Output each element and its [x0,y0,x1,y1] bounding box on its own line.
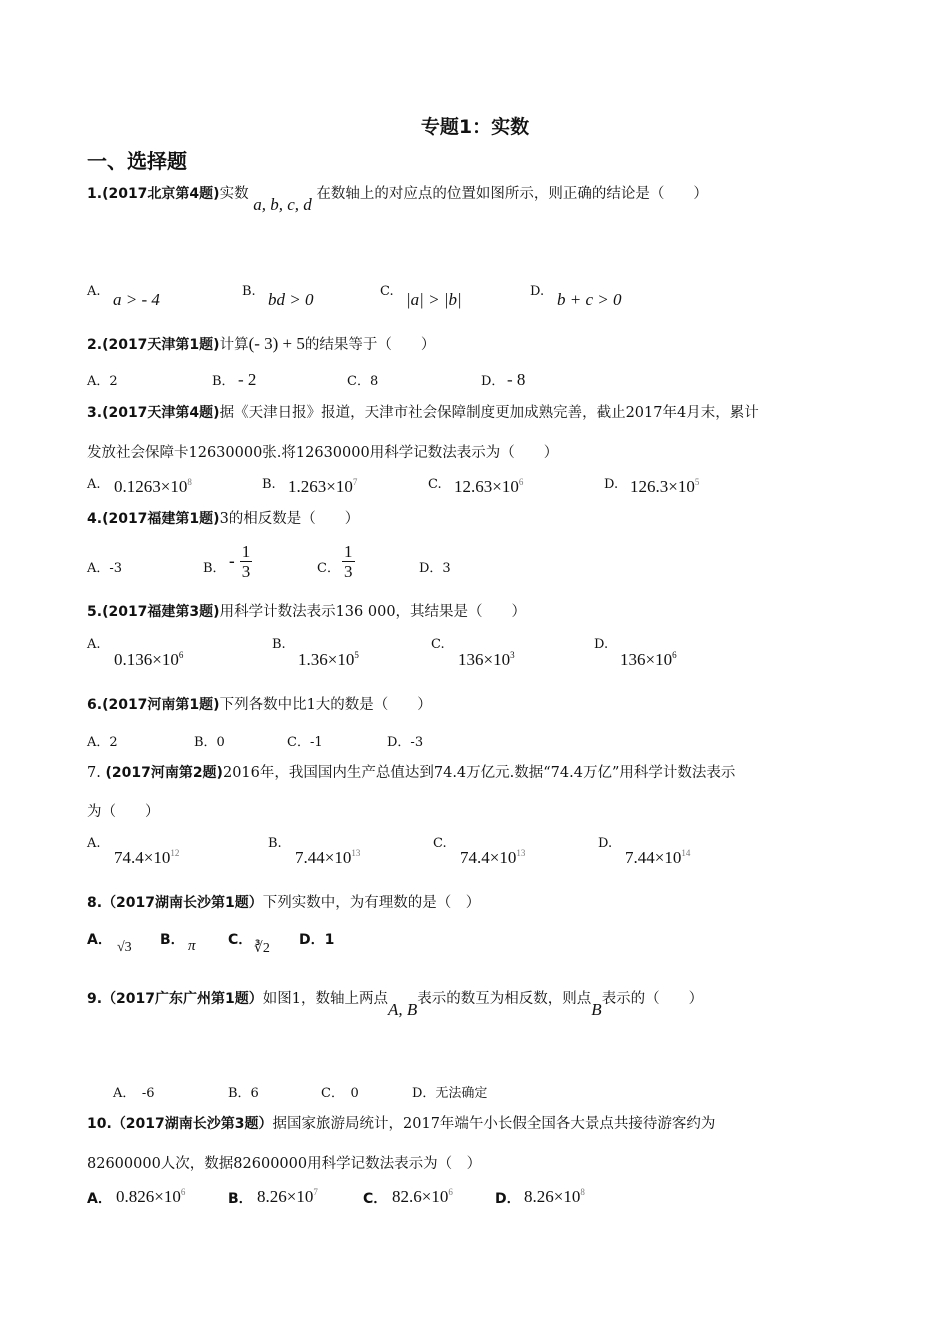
q6-option-c: C．-1 [287,735,323,750]
q7-source: (2017河南第2题) [105,765,223,781]
q9-source: （2017广东广州第1题） [102,991,263,1007]
q8-option-a-label: A． [87,932,112,948]
q7-option-a: $74.4\times 10^{12}$ [114,848,180,867]
q9-var-b: B [591,1000,602,1019]
question-2 [87,334,435,355]
q1-option-d: b + c > 0 [557,290,622,309]
q7-option-b: $7.44\times 10^{13}$ [295,848,361,867]
q10-line-2: 82600000人次，数据82600000用科学记数法表示为（ ） [87,1156,482,1172]
q2-text-a: 计算 [219,337,249,353]
q4-option-d: D．3 [419,561,451,576]
q9-option-b: B．6 [228,1086,259,1101]
q3-option-b-label: B. [262,477,276,492]
q7-number: 7. [87,765,101,781]
q10-option-d: $8.26\times 10^8$ [524,1187,585,1206]
q3-option-a: $0.1263\times 10^8$ [114,477,192,496]
q8-option-c: ∛2 [254,941,270,956]
q5-option-a-label: A. [87,637,101,652]
q6-option-b: B．0 [194,735,225,750]
q2-option-d: - 8 [507,370,526,389]
q1-vars: a, b, c, d [253,195,312,214]
q9-option-a: A． -6 [113,1086,155,1101]
q10-source: （2017湖南长沙第3题） [111,1116,273,1132]
q2-option-b-label: B． [212,374,235,389]
q5-option-c: $136\times 10^3$ [458,650,515,669]
q6-source: (2017河南第1题) [102,697,220,713]
q3-option-b: $1.263\times 10^7$ [288,477,358,496]
q5-option-d: $136\times 10^6$ [620,650,677,669]
q4-option-a: A．-3 [87,561,123,576]
section-heading: 一、选择题 [87,149,187,173]
q4-text: 3的相反数是（ ） [219,511,360,527]
q4-source: (2017福建第1题) [102,511,220,527]
q10-number: 10. [87,1116,112,1132]
q2-text-b: 的结果等于（ ） [304,337,436,353]
q3-option-a-label: A. [87,477,101,492]
q9-option-d: D．无法确定 [412,1086,488,1101]
q7-option-a-label: A. [87,836,101,851]
q4-option-c: $\frac{1}{3}$ [344,542,353,581]
q7-line-1: 2016年，我国国内生产总值达到74.4万亿元.数据“74.4万亿”用科学计数法表示 [222,765,736,781]
q5-option-d-label: D. [594,637,609,652]
q10-option-c: $82.6\times 10^6$ [392,1187,453,1206]
q3-option-c-label: C. [428,477,442,492]
q2-option-c: C．8 [347,374,379,389]
q4-option-c-label: C． [317,561,340,576]
q1-option-a-label: A. [87,284,101,299]
q8-option-b: π [188,938,196,954]
q9-text-b: 表示的数互为相反数，则点 [417,991,592,1007]
q5-option-b: $1.36\times 10^5$ [298,650,359,669]
q1-text-a: 实数 [219,186,249,202]
q5-option-c-label: C. [431,637,445,652]
q5-option-b-label: B. [272,637,286,652]
q6-option-a: A．2 [87,735,118,750]
q9-option-c: C． 0 [321,1086,359,1101]
q5-source: (2017福建第3题) [102,604,220,620]
question-4 [87,509,359,529]
q7-option-b-label: B. [268,836,282,851]
page-title: 专题1：实数 [420,116,530,138]
q8-option-a: √3 [117,940,132,955]
q1-option-a: a > - 4 [113,290,160,309]
q8-text: 下列实数中，为有理数的是（ ） [262,895,481,911]
q1-number: 1. [87,186,103,202]
q10-option-a: $0.826\times 10^6$ [116,1187,186,1206]
q7-line-2: 为（ ） [87,804,160,820]
q7-option-d: $7.44\times 10^{14}$ [625,848,691,867]
q7-option-d-label: D. [598,836,613,851]
q1-option-c-label: C. [380,284,394,299]
q3-option-d-label: D. [604,477,619,492]
question-5 [87,602,526,622]
q2-option-d-label: D． [481,374,505,389]
q10-option-d-label: D． [495,1191,521,1207]
q5-option-a: $0.136\times 10^6$ [114,650,184,669]
q8-source: （2017湖南长沙第1题） [102,895,263,911]
q2-option-a: A．2 [87,374,118,389]
q3-line-2: 发放社会保障卡12630000张.将12630000用科学记数法表示为（ ） [87,445,559,461]
q4-option-b-label: B． [203,561,226,576]
question-10 [87,1114,715,1134]
question-1 [87,183,708,214]
q4-option-b: - $\frac{1}{3}$ [229,542,251,581]
q10-option-b-label: B． [228,1191,253,1207]
q8-option-c-label: C． [228,932,253,948]
q9-vars: A, B [388,1000,418,1019]
q6-option-d: D．-3 [387,735,424,750]
q3-line-1: 据《天津日报》报道，天津市社会保障制度更加成熟完善，截止2017年4月末，累计 [219,405,759,421]
q6-number: 6. [87,697,103,713]
q8-option-b-label: B． [160,932,185,948]
q2-source: (2017天津第1题) [102,337,220,353]
question-9 [87,988,704,1019]
q1-option-d-label: D. [530,284,545,299]
q9-text-a: 如图1，数轴上两点 [262,991,389,1007]
q9-text-c: 表示的（ ） [601,991,704,1007]
q1-source: (2017北京第4题) [102,186,220,202]
q8-option-d: D．1 [299,932,335,948]
q10-option-a-label: A． [87,1191,112,1207]
q3-source: (2017天津第4题) [102,405,220,421]
q3-option-c: $12.63\times 10^6$ [454,477,524,496]
q5-number: 5. [87,604,103,620]
q6-text: 下列各数中比1大的数是（ ） [219,697,432,713]
q7-option-c: $74.4\times 10^{13}$ [460,848,526,867]
question-7 [87,763,735,783]
question-8 [87,893,480,913]
question-3 [87,403,759,423]
question-6 [87,695,432,715]
q10-option-c-label: C． [363,1191,388,1207]
q2-option-b: - 2 [238,370,257,389]
q10-line-1: 据国家旅游局统计，2017年端午小长假全国各大景点共接待游客约为 [272,1116,716,1132]
q7-option-c-label: C. [433,836,447,851]
q4-number: 4. [87,511,103,527]
q3-number: 3. [87,405,103,421]
q9-number: 9. [87,991,103,1007]
q8-number: 8. [87,895,103,911]
q3-option-d: $126.3\times 10^5$ [630,477,700,496]
q1-text-b: 在数轴上的对应点的位置如图所示，则正确的结论是（ ） [316,186,708,202]
q5-text: 用科学计数法表示136 000，其结果是（ ） [219,604,527,620]
q1-option-c: |a| > |b| [406,290,462,309]
q1-option-b-label: B. [242,284,256,299]
q1-option-b: bd > 0 [268,290,314,309]
q2-expression: (- 3) + 5 [248,334,305,353]
q2-number: 2. [87,337,103,353]
q10-option-b: $8.26\times 10^7$ [257,1187,318,1206]
